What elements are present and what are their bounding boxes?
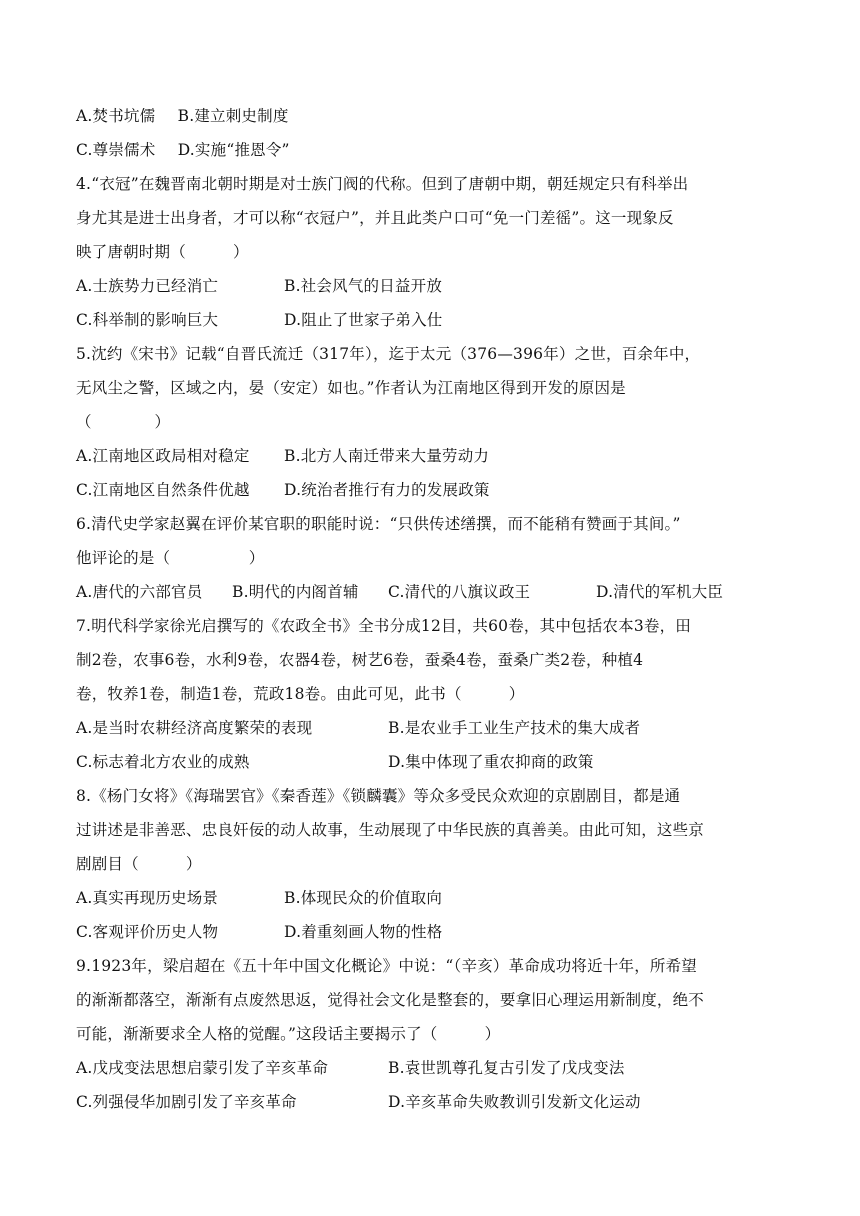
q4-option-c[interactable]: C.科举制的影响巨大: [76, 311, 219, 329]
q4-stem-line-1: 4.“衣冠”在魏晋南北朝时期是对士族门阀的代称。但到了唐朝中期，朝廷规定只有科举出: [76, 175, 689, 193]
q4-option-b[interactable]: B.社会风气的日益开放: [284, 277, 443, 295]
q7-stem-line-2: 制2卷，农事6卷，水利9卷，农器4卷，树艺6卷，蚕桑4卷，蚕桑广类2卷，种植4: [76, 651, 644, 669]
q5-stem-line-1: 5.沈约《宋书》记载“自晋氏流迁（317年），迄于太元（376—396年）之世，百余年中，: [76, 345, 701, 363]
q9-option-d[interactable]: D.辛亥革命失败教训引发新文化运动: [388, 1093, 641, 1111]
q5-option-b[interactable]: B.北方人南迁带来大量劳动力: [284, 447, 490, 465]
q9-stem-line-3: 可能，渐渐要求全人格的觉醒。”这段话主要揭示了（ ）: [76, 1025, 501, 1043]
q5-stem-line-3: （ ）: [76, 413, 171, 431]
q3-options-row-2: [76, 140, 290, 160]
q9-option-b[interactable]: B.袁世凯尊孔复古引发了戊戌变法: [388, 1059, 625, 1077]
q4-option-a[interactable]: A.士族势力已经消亡: [76, 277, 219, 295]
q6-option-b[interactable]: B.明代的内阁首辅: [232, 583, 359, 601]
q9-stem-line-1: 9.1923年，梁启超在《五十年中国文化概论》中说：“（辛亥）革命成功将近十年，所希望: [76, 957, 698, 975]
q3-options-row-1: [76, 106, 289, 126]
q9-stem-line-2: 的渐渐都落空，渐渐有点废然思返，觉得社会文化是整套的，要拿旧心理运用新制度，绝不: [76, 991, 705, 1009]
q6-option-a[interactable]: A.唐代的六部官员: [76, 583, 203, 601]
q7-option-c[interactable]: C.标志着北方农业的成熟: [76, 753, 250, 771]
q4-stem-line-3: 映了唐朝时期（ ）: [76, 243, 249, 261]
q7-option-a[interactable]: A.是当时农耕经济高度繁荣的表现: [76, 719, 313, 737]
q3-option-b[interactable]: B.建立刺史制度: [177, 107, 289, 125]
q3-option-a[interactable]: A.焚书坑儒: [76, 107, 156, 125]
q8-option-d[interactable]: D.着重刻画人物的性格: [284, 923, 443, 941]
q4-option-d[interactable]: D.阻止了世家子弟入仕: [284, 311, 443, 329]
q8-stem-line-3: 剧剧目（ ）: [76, 855, 202, 873]
q5-option-a[interactable]: A.江南地区政局相对稳定: [76, 447, 250, 465]
q3-option-c[interactable]: C.尊崇儒术: [76, 141, 156, 159]
q7-option-b[interactable]: B.是农业手工业生产技术的集大成者: [388, 719, 641, 737]
q6-stem-line-1: 6.清代史学家赵翼在评价某官职的职能时说：“只供传述缮撰，而不能稍有赞画于其间。”: [76, 515, 681, 533]
q7-option-d[interactable]: D.集中体现了重农抑商的政策: [388, 753, 594, 771]
q7-stem-line-1: 7.明代科学家徐光启撰写的《农政全书》全书分成12目，共60卷，其中包括农本3卷，田: [76, 617, 691, 635]
q7-stem-line-3: 卷，牧养1卷，制造1卷，荒政18卷。由此可见，此书（ ）: [76, 685, 525, 703]
q6-stem-line-2: 他评论的是（ ）: [76, 549, 265, 567]
q5-option-c[interactable]: C.江南地区自然条件优越: [76, 481, 250, 499]
q6-option-c[interactable]: C.清代的八旗议政王: [388, 583, 531, 601]
q9-option-c[interactable]: C.列强侵华加剧引发了辛亥革命: [76, 1093, 297, 1111]
q8-stem-line-2: 过讲述是非善恶、忠良奸佞的动人故事，生动展现了中华民族的真善美。由此可知，这些京: [76, 821, 705, 839]
q8-option-b[interactable]: B.体现民众的价值取向: [284, 889, 443, 907]
q4-stem-line-2: 身尤其是进士出身者，才可以称“衣冠户”，并且此类户口可“免一门差徭”。这一现象反: [76, 209, 674, 227]
q5-stem-line-2: 无风尘之警，区域之内，晏（安定）如也。”作者认为江南地区得到开发的原因是: [76, 379, 626, 397]
q8-option-c[interactable]: C.客观评价历史人物: [76, 923, 219, 941]
q5-option-d[interactable]: D.统治者推行有力的发展政策: [284, 481, 490, 499]
q6-option-d[interactable]: D.清代的军机大臣: [596, 583, 724, 601]
q3-option-d[interactable]: D.实施“推恩令”: [177, 141, 290, 159]
q8-option-a[interactable]: A.真实再现历史场景: [76, 889, 219, 907]
q8-stem-line-1: 8.《杨门女将》《海瑞罢官》《秦香莲》《锁麟囊》等众多受民众欢迎的京剧剧目，都是通: [76, 787, 681, 805]
q9-option-a[interactable]: A.戊戌变法思想启蒙引发了辛亥革命: [76, 1059, 329, 1077]
